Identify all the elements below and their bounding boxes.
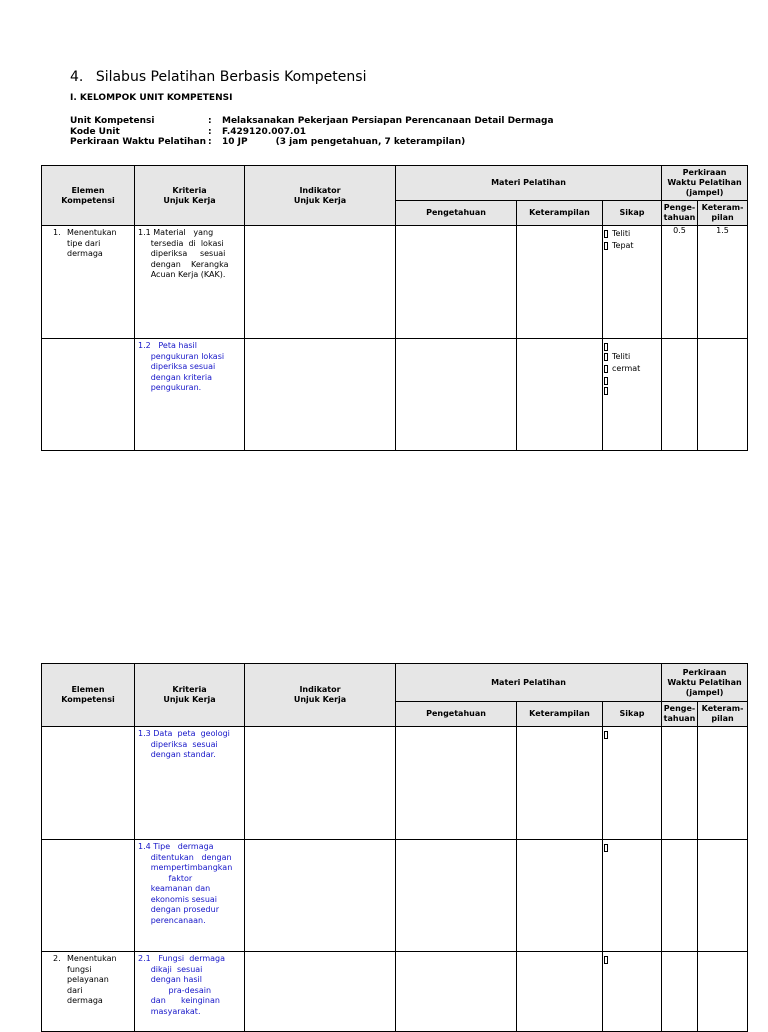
kuk-line: Acuan Kerja (KAK). [138,270,226,279]
header-indikator: Indikator Unjuk Kerja [245,664,396,727]
checkbox-icon [604,242,608,250]
checkbox-icon [604,377,608,385]
keterampilan-cell [517,952,603,1032]
header-elemen: Elemen Kompetensi [42,664,135,727]
kuk-line: diperiksa sesuai [138,739,218,749]
pengetahuan-cell [396,840,517,952]
header-keterampilan: Keterampilan [517,702,603,727]
elemen-cell [42,840,135,952]
elemen-cell [42,952,135,1032]
elemen-number: 2. [53,954,61,963]
indikator-cell [245,727,396,840]
table-row [42,727,748,840]
kuk-line: ekonomis sesuai [138,894,218,904]
kuk-line: keamanan dan [138,884,211,893]
kuk-line: diperiksa sesuai [138,362,216,371]
header-pengetahuan: Pengetahuan [396,201,517,226]
kuk-line: masyarakat. [138,1006,201,1016]
kuk-line: dengan kriteria [138,372,212,382]
checkbox-icon [604,844,608,852]
sikap-item [603,385,661,395]
pengetahuan-cell [396,339,517,451]
header-materi: Materi Pelatihan [396,664,662,702]
meta-key: Kode Unit [70,126,120,137]
kuk-text [135,339,244,396]
elemen-lines [67,228,117,260]
sikap-item [603,363,661,375]
kuk-line: 2.1 Fungsi dermaga [138,954,226,963]
header-waktu: Perkiraan Waktu Pelatihan (jampel) [662,664,748,702]
elemen-line: fungsi [67,964,92,974]
header-ketrm: Keteram- pilan [698,201,748,226]
meta-row: Unit Kompetensi : Melaksanakan Pekerjaan Persiapan Perencanaan Detail Dermaga [70,116,554,126]
sikap-label: Tepat [612,241,634,250]
indikator-cell [245,952,396,1032]
meta-note: (3 jam pengetahuan, 7 keterampilan) [275,137,466,147]
sikap-list [603,727,661,739]
sikap-cell [603,727,662,840]
penge-cell: 0.5 [662,226,698,339]
kuk-line: 1.3 Data peta geologi [138,729,230,738]
checkbox-icon [604,365,608,373]
sikap-item [603,240,661,252]
kuk-line: 1.1 Material yang [138,228,214,237]
kuk-line: mempertimbangkan [138,863,233,872]
elemen-line: Menentukan [67,228,117,237]
kuk-line: dengan standar. [138,750,216,759]
unit-meta [70,116,554,148]
checkbox-icon [604,387,608,395]
sikap-item [603,842,661,852]
elemen-cell [42,226,135,339]
kuk-cell [135,727,245,840]
elemen-lines [67,954,117,1007]
indikator-cell [245,339,396,451]
sikap-cell [603,339,662,451]
kuk-line: dengan prosedur [138,905,219,914]
kuk-line: ditentukan dengan [138,852,232,862]
meta-row: Kode Unit : F.429120.007.01 [70,126,306,137]
kuk-line: faktor [138,873,193,883]
meta-value: 10 JP [222,137,248,147]
indikator-cell [245,840,396,952]
header-sikap: Sikap [603,702,662,727]
penge-cell [662,840,698,952]
header-penge: Penge- tahuan [662,702,698,727]
sikap-list [603,952,661,964]
elemen-text [42,952,134,1009]
kuk-line: tersedia di lokasi [138,238,224,248]
checkbox-icon [604,343,608,351]
kuk-line: dan keinginan [138,996,220,1005]
header-ketrm: Keteram- pilan [698,702,748,727]
elemen-line: Menentukan [67,954,117,963]
penge-cell [662,339,698,451]
kuk-cell [135,840,245,952]
sikap-label: Teliti [612,229,631,238]
checkbox-icon [604,353,608,361]
pengetahuan-cell [396,727,517,840]
ketrm-cell [698,339,748,451]
table-row [42,840,748,952]
elemen-line: pelayanan [67,975,109,984]
kuk-cell [135,339,245,451]
meta-value: Melaksanakan Pekerjaan Persiapan Perencanaan Detail Dermaga [222,116,554,126]
sikap-cell [603,226,662,339]
header-penge: Penge- tahuan [662,201,698,226]
sikap-item [603,954,661,964]
keterampilan-cell [517,727,603,840]
sikap-item [603,351,661,363]
kuk-line: pengukuran lokasi [138,351,225,361]
subheading: I. KELOMPOK UNIT KOMPETENSI [70,93,233,103]
kuk-line: dengan Kerangka [138,259,229,269]
sikap-cell [603,952,662,1032]
keterampilan-cell [517,226,603,339]
keterampilan-cell [517,840,603,952]
meta-key: Unit Kompetensi [70,116,155,126]
ketrm-cell [698,727,748,840]
penge-cell [662,952,698,1032]
kuk-text [135,727,244,763]
table-row [42,226,748,339]
elemen-cell [42,727,135,840]
header-sikap: Sikap [603,201,662,226]
kuk-line: perencanaan. [138,915,206,925]
kuk-line: pra-desain [138,985,212,995]
elemen-cell [42,339,135,451]
kuk-text [135,226,244,283]
kuk-line: dengan hasil [138,975,202,984]
elemen-number: 1. [53,228,61,237]
checkbox-icon [604,731,608,739]
header-waktu: Perkiraan Waktu Pelatihan (jampel) [662,166,748,201]
keterampilan-cell [517,339,603,451]
sikap-item [603,341,661,351]
header-kriteria: Kriteria Unjuk Kerja [135,664,245,727]
header-kriteria: Kriteria Unjuk Kerja [135,166,245,226]
kuk-line: pengukuran. [138,383,202,392]
meta-row: Perkiraan Waktu Pelatihan : 10 JP (3 jam pengetahuan, 7 keterampilan) [70,137,466,147]
ketrm-cell: 1.5 [698,226,748,339]
sikap-label: cermat [612,364,641,373]
kuk-line: 1.2 Peta hasil [138,341,197,350]
section-number: 4. [70,69,84,85]
elemen-line: tipe dari [67,238,101,248]
penge-cell [662,727,698,840]
header-materi: Materi Pelatihan [396,166,662,201]
sikap-item [603,228,661,240]
sikap-item [603,729,661,739]
meta-value: F.429120.007.01 [222,126,306,137]
kuk-line: 1.4 Tipe dermaga [138,842,214,851]
meta-key: Perkiraan Waktu Pelatihan [70,137,206,147]
elemen-line: dari [67,985,83,995]
header-keterampilan: Keterampilan [517,201,603,226]
elemen-text [42,226,134,262]
sikap-cell [603,840,662,952]
ketrm-cell [698,840,748,952]
section-title: Silabus Pelatihan Berbasis Kompetensi [95,69,367,85]
pengetahuan-cell [396,226,517,339]
syllabus-table-2 [41,663,748,1032]
header-elemen: Elemen Kompetensi [42,166,135,226]
ketrm-cell [698,952,748,1032]
sikap-label: Teliti [612,352,631,361]
elemen-line: dermaga [67,996,103,1005]
header-indikator: Indikator Unjuk Kerja [245,166,396,226]
elemen-line: dermaga [67,249,103,258]
sikap-list [603,840,661,852]
sikap-item [603,375,661,385]
table-row [42,339,748,451]
section-heading [70,69,366,85]
header-pengetahuan: Pengetahuan [396,702,517,727]
kuk-cell [135,952,245,1032]
sikap-list [603,339,661,395]
checkbox-icon [604,230,608,238]
sikap-list [603,226,661,252]
table-row [42,952,748,1032]
kuk-text [135,840,244,928]
kuk-cell [135,226,245,339]
kuk-text [135,952,244,1019]
indikator-cell [245,226,396,339]
kuk-line: diperiksa sesuai [138,249,226,258]
syllabus-table-1 [41,165,748,451]
pengetahuan-cell [396,952,517,1032]
checkbox-icon [604,956,608,964]
kuk-line: dikaji sesuai [138,964,203,974]
